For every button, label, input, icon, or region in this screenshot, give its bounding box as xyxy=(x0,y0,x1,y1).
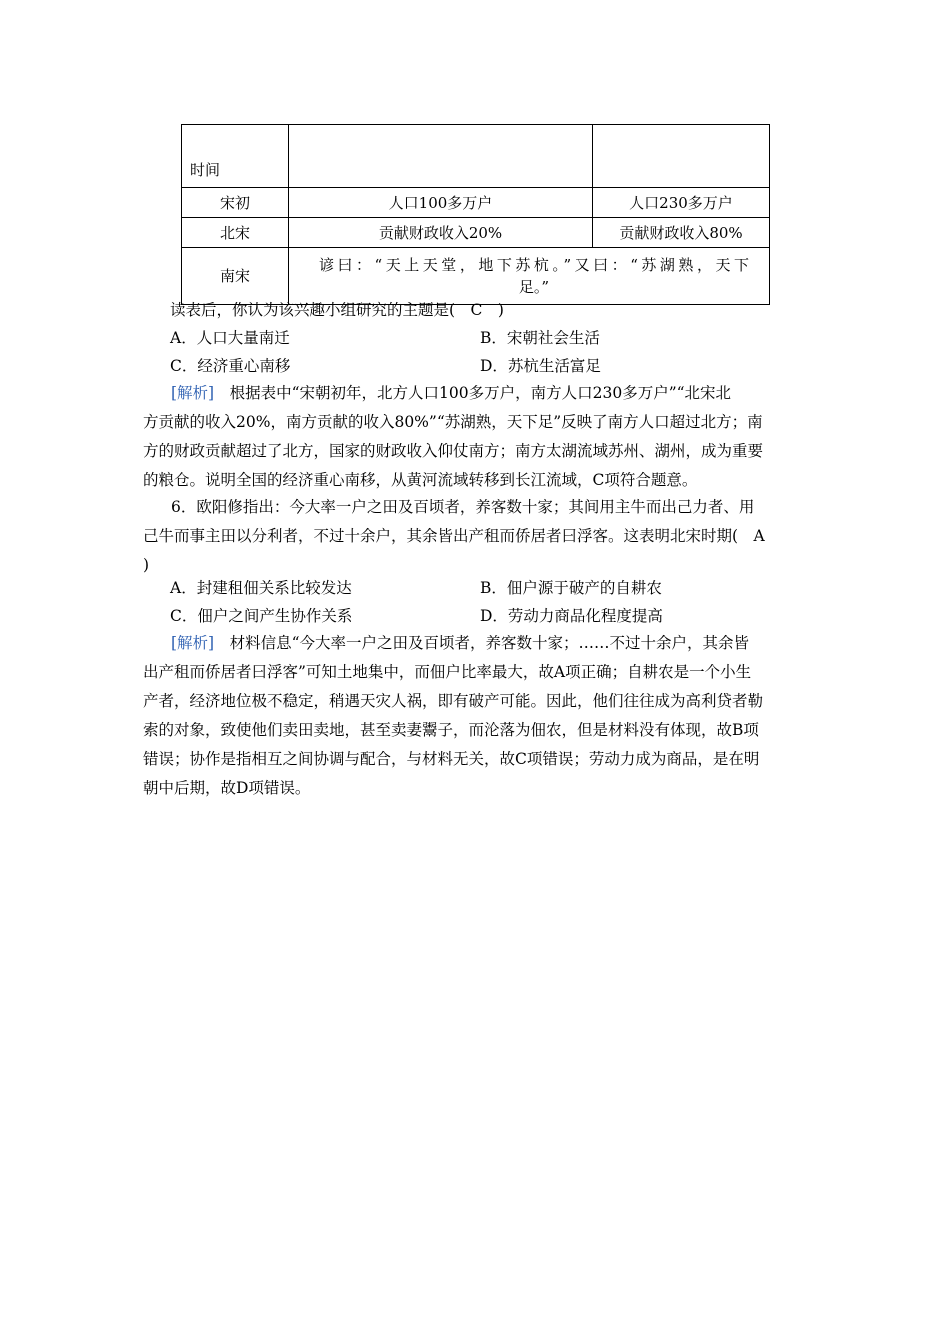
analysis-line: 错误；协作是指相互之间协调与配合，与材料无关，故C项错误；劳动力成为商品，是在明 xyxy=(143,750,760,768)
q6-option-b: B．佃户源于破产的自耕农 xyxy=(480,579,662,597)
data-table xyxy=(181,124,770,305)
table-header-time: 时间 xyxy=(182,125,289,188)
q5-option-c: C．经济重心南移 xyxy=(170,357,291,375)
table-header-col2 xyxy=(289,125,593,188)
analysis-tag: [解析] xyxy=(171,634,215,652)
table-row xyxy=(182,218,770,248)
table-header-row xyxy=(182,125,770,188)
q5-analysis xyxy=(143,379,818,495)
table-cell-north: 人口100多万户 xyxy=(289,188,593,218)
q6-stem-line: 己牛而事主田以分利者，不过十余户，其余皆出产租而侨居者曰浮客。这表明北宋时期( A xyxy=(143,527,765,545)
q6-option-c: C．佃户之间产生协作关系 xyxy=(170,607,353,625)
q6-analysis xyxy=(143,629,818,803)
q6-stem xyxy=(143,493,818,580)
table-row xyxy=(182,188,770,218)
proverb-line-1: 谚曰：“天上天堂，地下苏杭。”又曰：“苏湖熟，天下 xyxy=(319,256,749,274)
table-cell-period: 北宋 xyxy=(182,218,289,248)
q5-option-b: B．宋朝社会生活 xyxy=(480,329,600,347)
q6-option-d: D．劳动力商品化程度提高 xyxy=(480,607,663,625)
table-cell-period: 宋初 xyxy=(182,188,289,218)
analysis-line: 方的财政贡献超过了北方，国家的财政收入仰仗南方；南方太湖流域苏州、湖州，成为重要 xyxy=(143,442,764,460)
analysis-line: 索的对象，致使他们卖田卖地，甚至卖妻鬻子，而沦落为佃农，但是材料没有体现，故B项 xyxy=(143,721,759,739)
q5-option-a: A．人口大量南迁 xyxy=(170,329,290,347)
analysis-line: 朝中后期，故D项错误。 xyxy=(143,779,311,797)
analysis-line: 出产租而侨居者曰浮客”可知土地集中，而佃户比率最大，故A项正确；自耕农是一个小生 xyxy=(143,663,752,681)
table-cell-south: 人口230多万户 xyxy=(593,188,770,218)
q5-option-d: D．苏杭生活富足 xyxy=(480,357,601,375)
q6-stem-line: 6．欧阳修指出：今大率一户之田及百顷者，养客数十家；其间用主牛而出己力者、用 xyxy=(171,498,755,516)
table-cell-north: 贡献财政收入20% xyxy=(289,218,593,248)
q6-option-a: A．封建租佃关系比较发达 xyxy=(170,579,352,597)
table-header-col3 xyxy=(593,125,770,188)
analysis-line: [解析] 根据表中“宋朝初年，北方人口100多万户，南方人口230多万户”“北宋北 xyxy=(171,384,732,402)
analysis-line: 方贡献的收入20%，南方贡献的收入80%”“苏湖熟，天下足”反映了南方人口超过北方；南 xyxy=(143,413,763,431)
table-cell-period: 南宋 xyxy=(182,248,289,305)
table-cell-south: 贡献财政收入80% xyxy=(593,218,770,248)
proverb-line-2: 足。” xyxy=(518,278,550,296)
analysis-line: 产者，经济地位极不稳定，稍遇天灾人祸，即有破产可能。因此，他们往往成为高利贷者勒 xyxy=(143,692,764,710)
analysis-line: 的粮仓。说明全国的经济重心南移，从黄河流域转移到长江流域，C项符合题意。 xyxy=(143,471,698,489)
q5-stem: 读表后，你认为该兴趣小组研究的主题是( C ) xyxy=(170,301,504,319)
q6-stem-line: ) xyxy=(143,556,150,574)
analysis-line: [解析] 材料信息“今大率一户之田及百顷者，养客数十家；……不过十余户，其余皆 xyxy=(171,634,750,652)
analysis-tag: [解析] xyxy=(171,384,215,402)
